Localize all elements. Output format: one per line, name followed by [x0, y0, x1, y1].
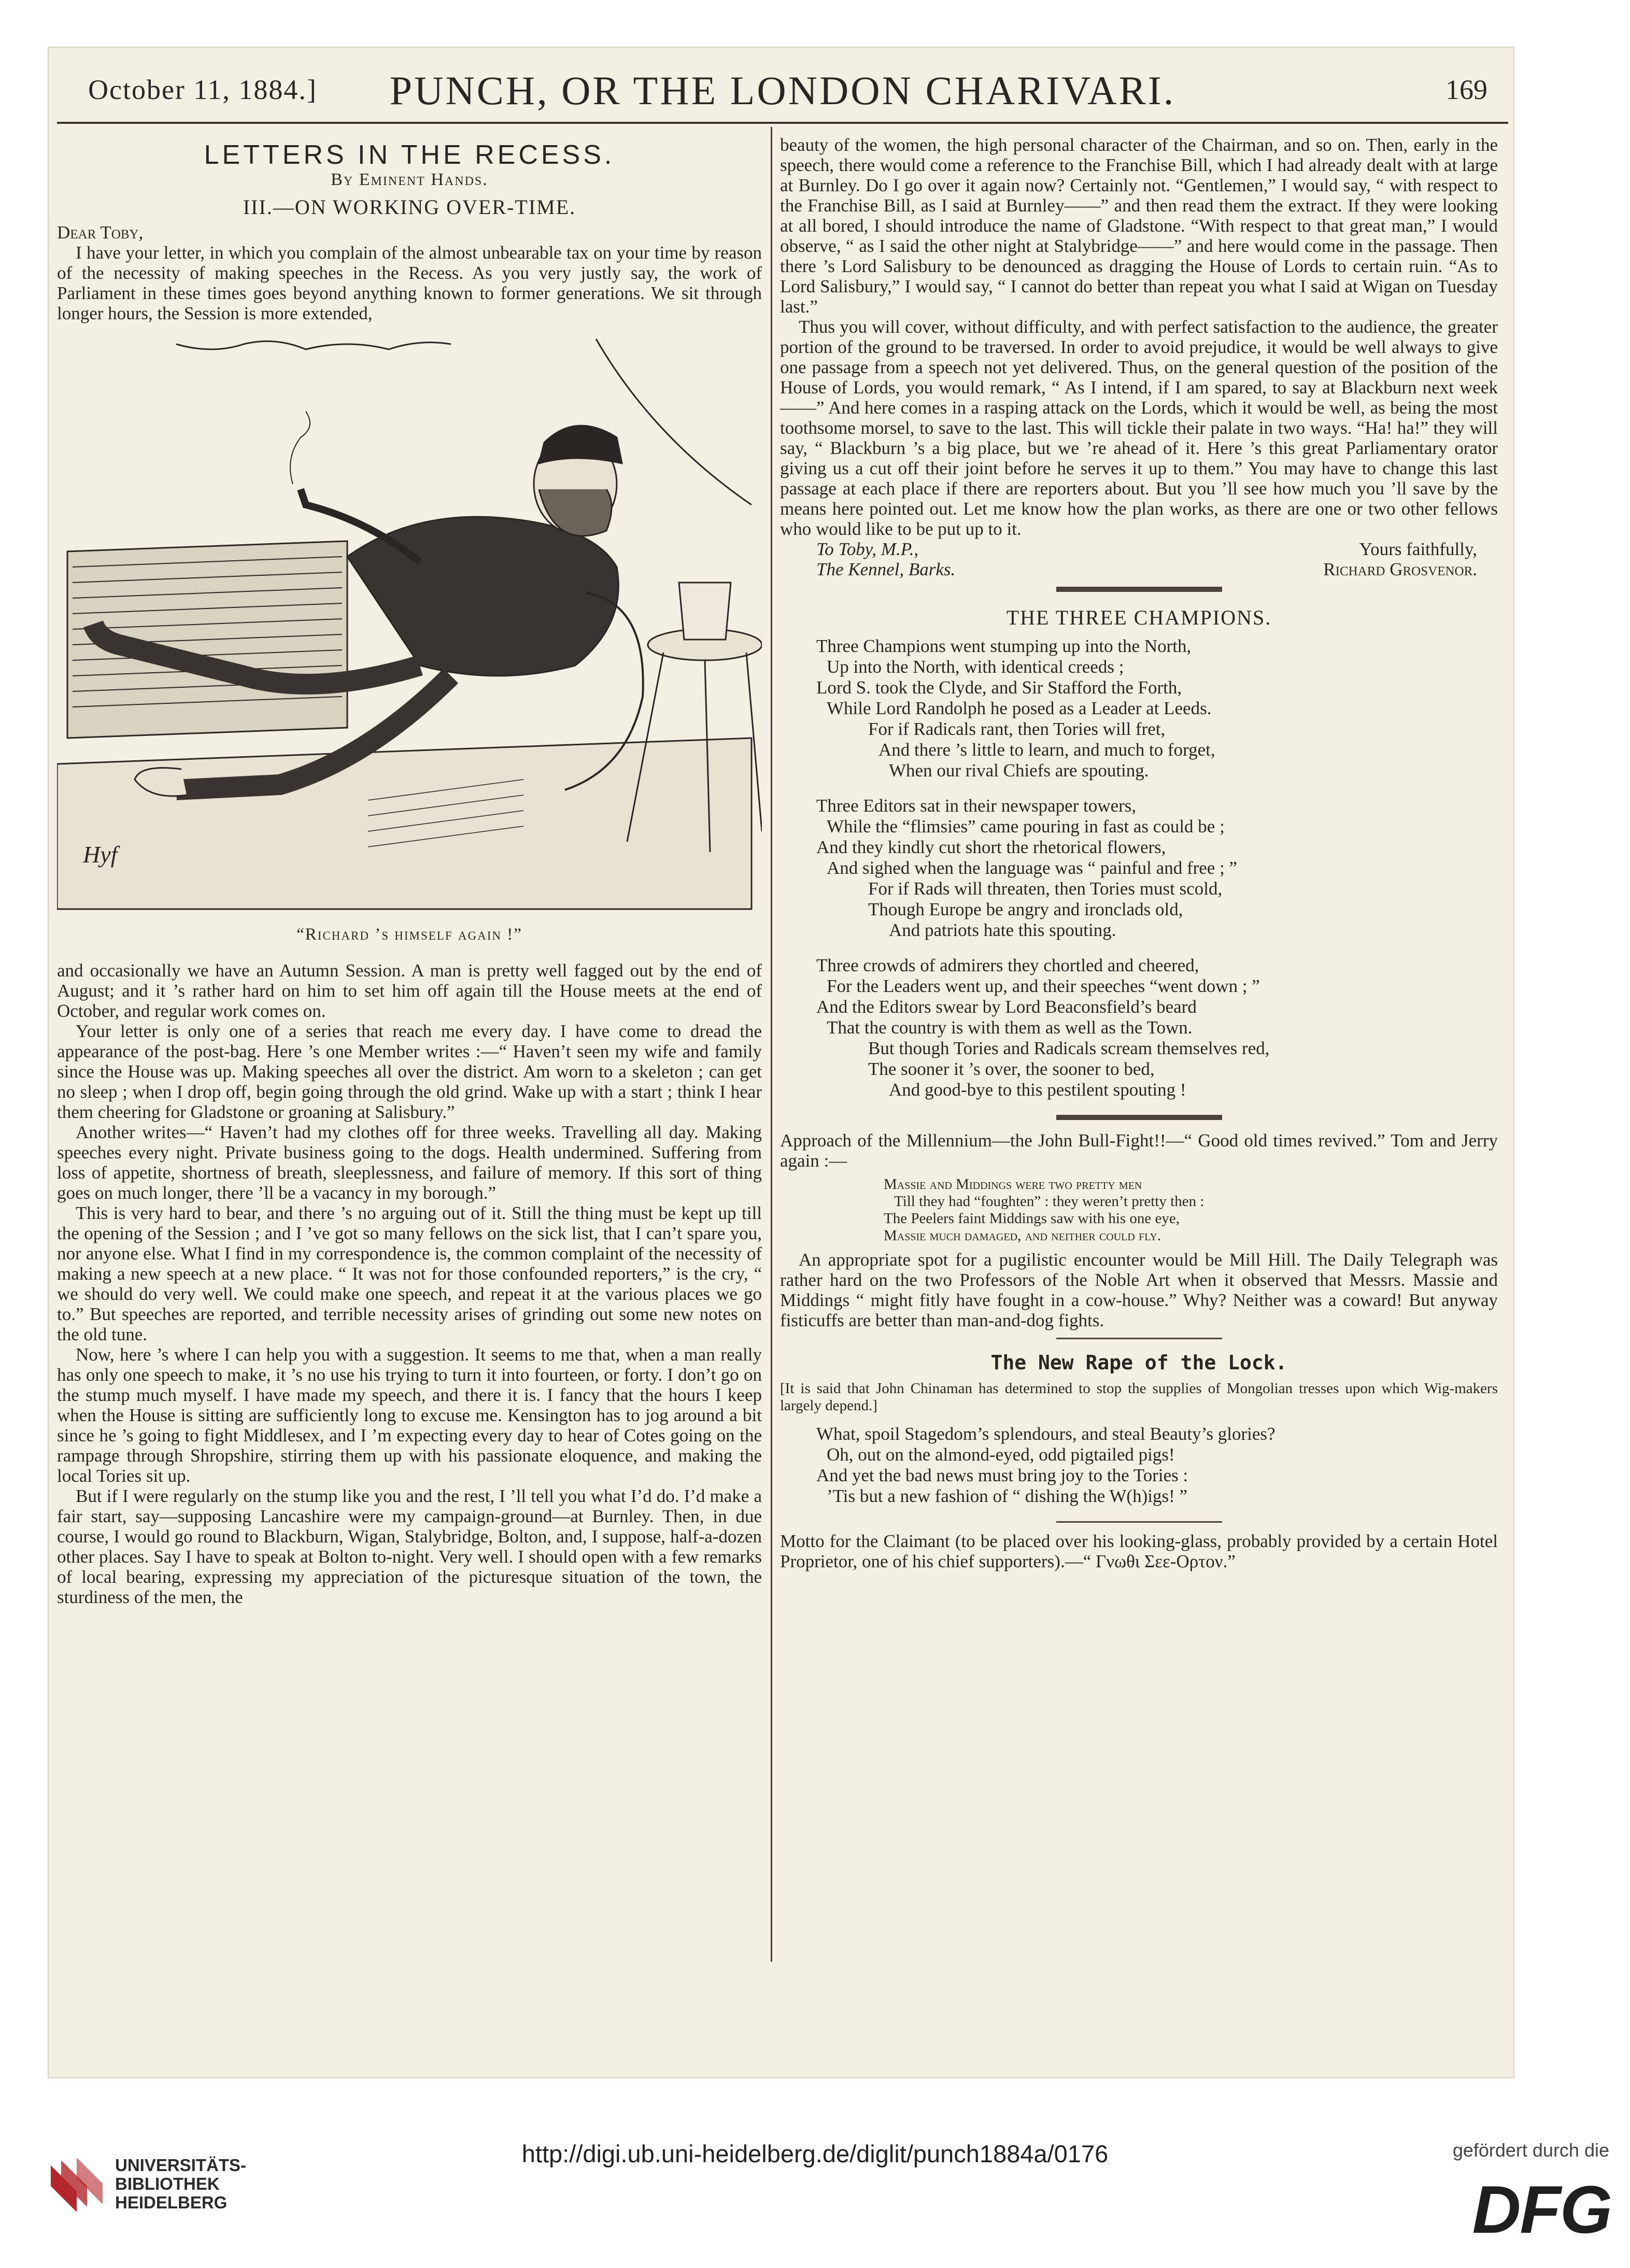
signoff-to: To Toby, M.P., [816, 539, 919, 559]
poem-stanza-3 [780, 955, 1498, 1100]
lock-verse [780, 1424, 1498, 1507]
verse-line: What, spoil Stagedom’s splendours, and steal Beauty’s glories? [816, 1424, 1275, 1444]
source-url-link[interactable]: http://digi.ub.uni-heidelberg.de/diglit/punch1884a/0176 [521, 2140, 1109, 2167]
salutation: Dear Toby, [57, 222, 144, 243]
page-number: 169 [1445, 74, 1487, 105]
verse-line: The Peelers faint Middings saw with his one eye, [884, 1210, 1180, 1227]
signoff-name: Richard Grosvenor. [1323, 559, 1477, 579]
poem-line: And there ’s little to learn, and much to forget, [878, 740, 1215, 760]
paragraph: Another writes—“ Haven’t had my clothes off for three weeks. Travelling all day. Making speeches every night. Private business going to the dogs. Health undermined. Suffering from loss of appetite, shortness of breath, sleeplessness, and failure of memory. If this sort of thing goes on much longer, there ’ll be a vacancy in my borough.” [57, 1122, 762, 1203]
lock-note: [It is said that John Chinaman has determined to stop the supplies of Mongolian tresses upon which Wig-makers largely depend.] [780, 1380, 1498, 1414]
poem-line: Three crowds of admirers they chortled and cheered, [816, 955, 1199, 975]
section-rule [1056, 1115, 1222, 1120]
motto-text: Motto for the Claimant (to be placed over his looking-glass, probably provided by a certain Hotel Proprietor, one of his chief supporters).—“ Γνωθι Σεε-Ορτον.” [780, 1531, 1498, 1571]
article-title: LETTERS IN THE RECESS. [204, 140, 615, 170]
uni-name-line: BIBLIOTHEK [115, 2174, 220, 2193]
poem-line: The sooner it ’s over, the sooner to bed, [868, 1059, 1155, 1079]
poem-line: For if Radicals rant, then Tories will fret, [868, 719, 1166, 739]
poem-stanza-1 [780, 636, 1498, 781]
poem-title: THE THREE CHAMPIONS. [1006, 606, 1272, 629]
poem-line: That the country is with them as well as the Town. [827, 1017, 1193, 1038]
cartoon-caption: “Richard ’s himself again !” [296, 925, 522, 944]
section-rule [1056, 1521, 1222, 1523]
lock-title: The New Rape of the Lock. [990, 1351, 1287, 1374]
signoff-place: The Kennel, Barks. [816, 559, 956, 579]
verse-line: Massie much damaged, and neither could fly. [884, 1227, 1161, 1244]
verse-line: Till they had “foughten” : they weren’t pretty then : [894, 1193, 1204, 1210]
poem-line: Three Editors sat in their newspaper towers, [816, 796, 1137, 816]
funded-by-label: gefördert durch die [1452, 2139, 1609, 2161]
verse-line: ’Tis but a new fashion of “ dishing the W(h)igs! ” [827, 1486, 1188, 1506]
letter-signoff [780, 539, 1498, 559]
paragraph: But if I were regularly on the stump like you and the rest, I ’ll tell you what I’d do. I’d make a fair start, say—supposing Lancashire were my campaign-ground—at Burnley. Then, in due course, I would go round to Blackburn, Wigan, Stalybridge, Bolton, and, I suppose, half-a-dozen other places. Say I have to speak at Bolton to-night. Very well. I should open with a few remarks of local bearing, expressing my appreciation of the picturesque situation of the town, the sturdiness of the men, the [57, 1486, 762, 1607]
article-byline: By Eminent Hands. [331, 170, 488, 189]
left-column [57, 135, 762, 1607]
poem-stanza-2 [780, 796, 1498, 941]
cartoon-drawing [57, 334, 762, 919]
header-rule [57, 122, 1508, 124]
paragraph: Now, here ’s where I can help you with a suggestion. It seems to me that, when a man really has only one speech to make, it ’s no use his trying to turn it into fourteen, or forty. I don’t go on the stump much myself. I have made my speech, and there it is. I fancy that the hours I keep when the House is sitting are sufficiently long to excuse me. Kensington has to jog around a bit since he ’s going to fight Middlesex, and I ’m expecting every day to hear of Cotes going on the rampage through Shropshire, stirring them up with his passionate eloquence, and making the local Tories sit up. [57, 1344, 762, 1486]
poem-line: Lord S. took the Clyde, and Sir Stafford the Forth, [816, 677, 1182, 698]
paragraph: and occasionally we have an Autumn Session. A man is pretty well fagged out by the end of August; and it ’s rather hard on him to set him off again till the House meets at the end of October, and regular work comes on. [57, 960, 762, 1021]
poem-line: When our rival Chiefs are spouting. [889, 760, 1149, 781]
poem-line: But though Tories and Radicals scream themselves red, [868, 1038, 1270, 1058]
paragraph: Your letter is only one of a series that reach me every day. I have come to dread the appearance of the post-bag. Here ’s one Member writes :—“ Haven’t seen my wife and family since the House was up. Making speeches all over the district. Am worn to a skeleton ; can get no sleep ; when I drop off, begin going through the old grind. Wake up with a start ; think I hear them cheering for Gladstone or groaning at Salisbury.” [57, 1021, 762, 1122]
poem-line: Up into the North, with identical creeds ; [827, 657, 1124, 677]
poem-line: For the Leaders went up, and their speeches “went down ; ” [827, 976, 1260, 996]
poem-line: For if Rads will threaten, then Tories must scold, [868, 878, 1223, 899]
millennium-verse [780, 1176, 1498, 1244]
poem-line: Three Champions went stumping up into the North, [816, 636, 1192, 656]
poem-line: While Lord Randolph he posed as a Leader at Leeds. [827, 698, 1212, 718]
poem-line: And they kindly cut short the rhetorical flowers, [816, 837, 1166, 857]
paragraph: I have your letter, in which you complain of the almost unbearable tax on your time by reason of the necessity of making speeches in the Recess. As you very justly say, the work of Parliament in these times goes beyond anything known to former generations. We sit through longer hours, the Session is more extended, [57, 243, 762, 323]
dfg-logo: DFG [1472, 2172, 1611, 2247]
paragraph: Thus you will cover, without difficulty, and with perfect satisfaction to the audience, the greater portion of the ground to be traversed. In order to avoid prejudice, it would be well always to give one passage from a speech not yet delivered. Thus, on the general question of the position of the House of Lords, you would remark, “ As I intend, if I am spared, to say at Blackburn next week——” And here comes in a rasping attack on the Lords, which it would be well, as being the most toothsome morsel, to save to the last. This will tickle their palate in two ways. “Ha! ha!” they will say, “ Blackburn ’s a big place, but we ’re ahead of it. Here ’s this great Parliamentary orator giving us a cut off their joint before he serves it up to them.” You may have to change this last passage at each place if there are reporters about. But you ’ll see how much you ’ll save by the means here pointed out. Let me know how the plan works, as there are one or two other fellows who would like to be put up to it. [780, 317, 1498, 539]
page-header [57, 62, 1508, 119]
masthead-title: PUNCH, OR THE LONDON CHARIVARI. [389, 68, 1176, 113]
millennium-intro: Approach of the Millennium—the John Bull-Fight!!—“ Good old times revived.” Tom and Jerry again :— [780, 1130, 1498, 1171]
poem-line: And good-bye to this pestilent spouting ! [889, 1080, 1186, 1100]
poem-line: And patriots hate this spouting. [889, 920, 1116, 940]
section-rule [1056, 1338, 1222, 1339]
right-column [780, 135, 1498, 1571]
cartoon-illustration [57, 334, 762, 919]
verse-line: Oh, out on the almond-eyed, odd pigtailed pigs! [827, 1444, 1175, 1465]
poem-line: While the “flimsies” came pouring in fast as could be ; [827, 816, 1225, 837]
letter-signature [780, 559, 1498, 579]
issue-date: October 11, 1884.] [88, 74, 317, 105]
uni-name-line: UNIVERSITÄTS- [115, 2156, 247, 2175]
section-rule [1056, 587, 1222, 592]
poem-line: And the Editors swear by Lord Beaconsfield’s beard [816, 997, 1197, 1017]
signoff-yours: Yours faithfully, [1359, 539, 1477, 559]
poem-line: And sighed when the language was “ painful and free ; ” [827, 858, 1238, 878]
paragraph: An appropriate spot for a pugilistic encounter would be Mill Hill. The Daily Telegraph was rather hard on the two Professors of the Noble Art when it observed that Messrs. Massie and Middings “ might fitly have fought in a cow-house.” Why? Neither was a coward! But anyway fisticuffs are better than man-and-dog fights. [780, 1250, 1498, 1330]
poem-line: Though Europe be angry and ironclads old, [868, 899, 1183, 919]
column-divider [771, 127, 772, 1962]
article-subtitle: III.—ON WORKING OVER-TIME. [243, 195, 576, 219]
verse-line: And yet the bad news must bring joy to the Tories : [816, 1465, 1188, 1485]
verse-line: Massie and Middings were two pretty men [884, 1176, 1142, 1193]
uni-name-line: HEIDELBERG [115, 2193, 228, 2212]
artist-signature: Hyf [83, 841, 118, 868]
paragraph: This is very hard to bear, and there ’s no arguing out of it. Still the thing must be kept up till the opening of the Session ; and I ’ve got so many fellows on the sick list, that I can’t spare you, nor anyone else. What I find in my correspondence is, the common complaint of the necessity of making a new speech at a new place. “ It was not for those confounded reporters,” is the cry, “ we should do very well. We could make one speech, and repeat it at the various places we go to.” But speeches are reported, and terrible necessity arises of grinding out some new notes on the old tune. [57, 1203, 762, 1344]
paragraph: beauty of the women, the high personal character of the Chairman, and so on. Then, early in the speech, there would come a reference to the Franchise Bill, which I had already dealt with at large at Burnley. Do I go over it again now? Certainly not. “Gentlemen,” I would say, “ with respect to the Franchise Bill, as I said at Burnley——” and then read them the extract. If they were looking at all bored, I should introduce the name of Gladstone. “With respect to that great man,” I would observe, “ as I said the other night at Stalybridge——” and here would come in the passage. Then there ’s Lord Salisbury to be denounced as dragging the House of Lords to certain ruin. “As to Lord Salisbury,” I would say, “ I cannot do better than repeat you what I said at Wigan on Tuesday last.” [780, 135, 1498, 317]
